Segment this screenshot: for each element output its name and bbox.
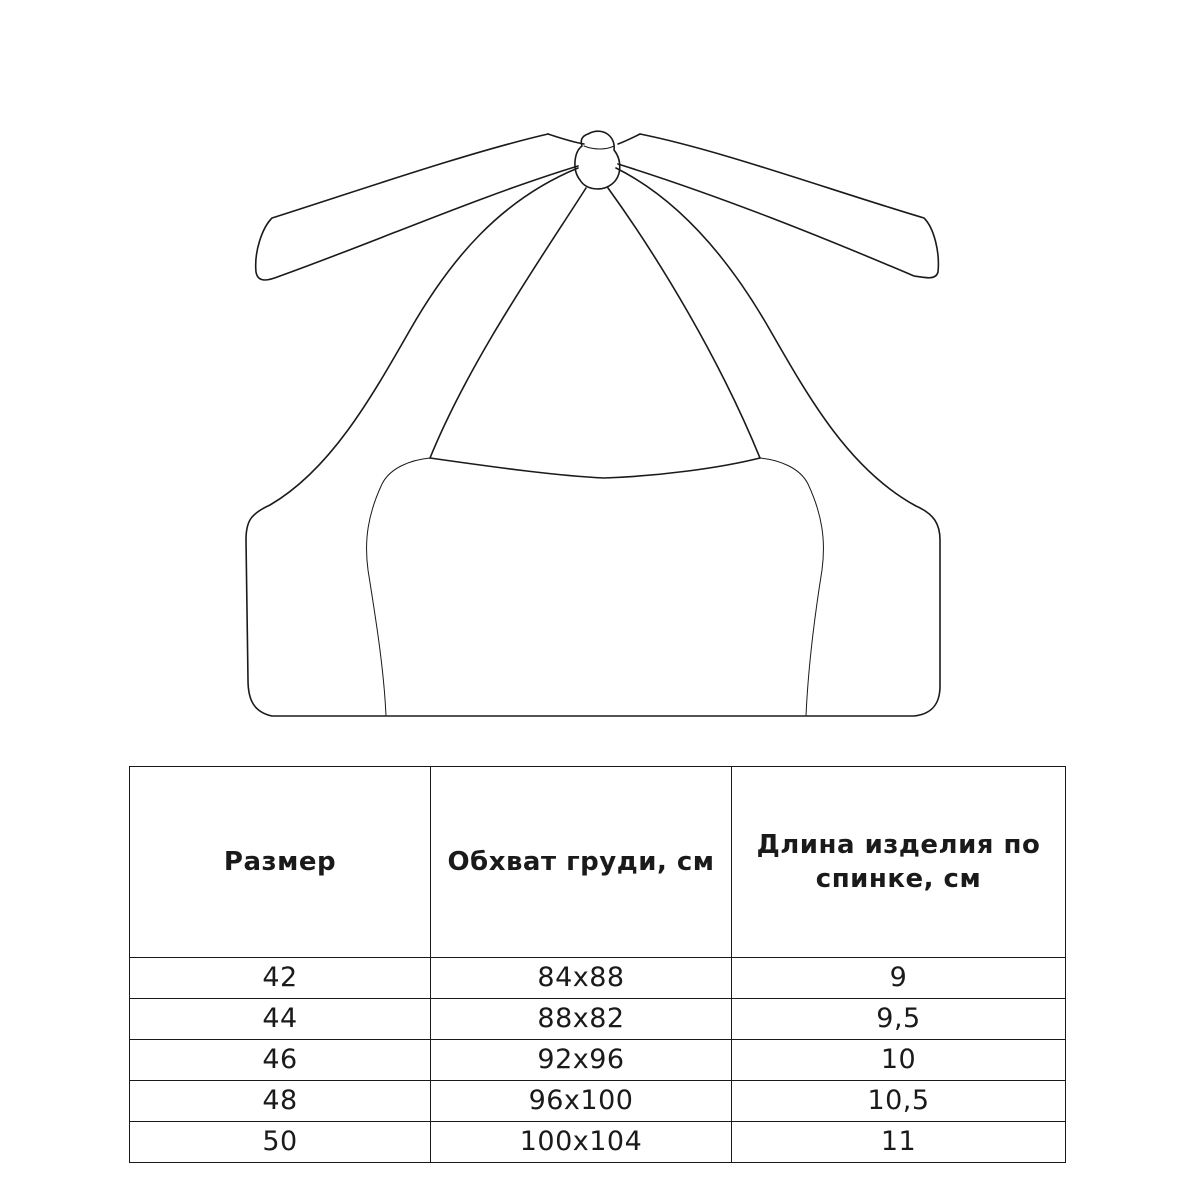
front-panel-top xyxy=(430,458,760,478)
table-row xyxy=(130,999,1066,1040)
cell-back-length: 10 xyxy=(732,1040,1066,1081)
table-row xyxy=(130,1040,1066,1081)
cell-chest: 100х104 xyxy=(431,1122,732,1163)
table-header-row xyxy=(130,767,1066,958)
front-panel-left-seam xyxy=(367,458,430,716)
neck-band xyxy=(548,134,640,144)
right-strap xyxy=(618,134,938,278)
left-strap xyxy=(256,134,578,280)
inner-strap-left xyxy=(430,188,586,458)
cell-chest: 96х100 xyxy=(431,1081,732,1122)
header-back-length: Длина изделия по спинке, см xyxy=(732,767,1066,958)
cell-chest: 84х88 xyxy=(431,958,732,999)
cell-back-length: 11 xyxy=(732,1122,1066,1163)
header-size: Размер xyxy=(130,767,431,958)
inner-strap-right xyxy=(608,188,760,458)
cell-back-length: 9,5 xyxy=(732,999,1066,1040)
cell-back-length: 9 xyxy=(732,958,1066,999)
knot xyxy=(575,131,620,189)
table-row xyxy=(130,958,1066,999)
cell-chest: 92х96 xyxy=(431,1040,732,1081)
table-row xyxy=(130,1122,1066,1163)
header-chest: Обхват груди, см xyxy=(431,767,732,958)
cell-back-length: 10,5 xyxy=(732,1081,1066,1122)
cell-size: 48 xyxy=(130,1081,431,1122)
table-row xyxy=(130,1081,1066,1122)
cell-size: 42 xyxy=(130,958,431,999)
cell-size: 44 xyxy=(130,999,431,1040)
cell-size: 46 xyxy=(130,1040,431,1081)
cell-chest: 88х82 xyxy=(431,999,732,1040)
knot-fold xyxy=(584,146,614,149)
front-panel-right-seam xyxy=(760,458,823,716)
cell-size: 50 xyxy=(130,1122,431,1163)
size-table xyxy=(129,766,1066,1163)
